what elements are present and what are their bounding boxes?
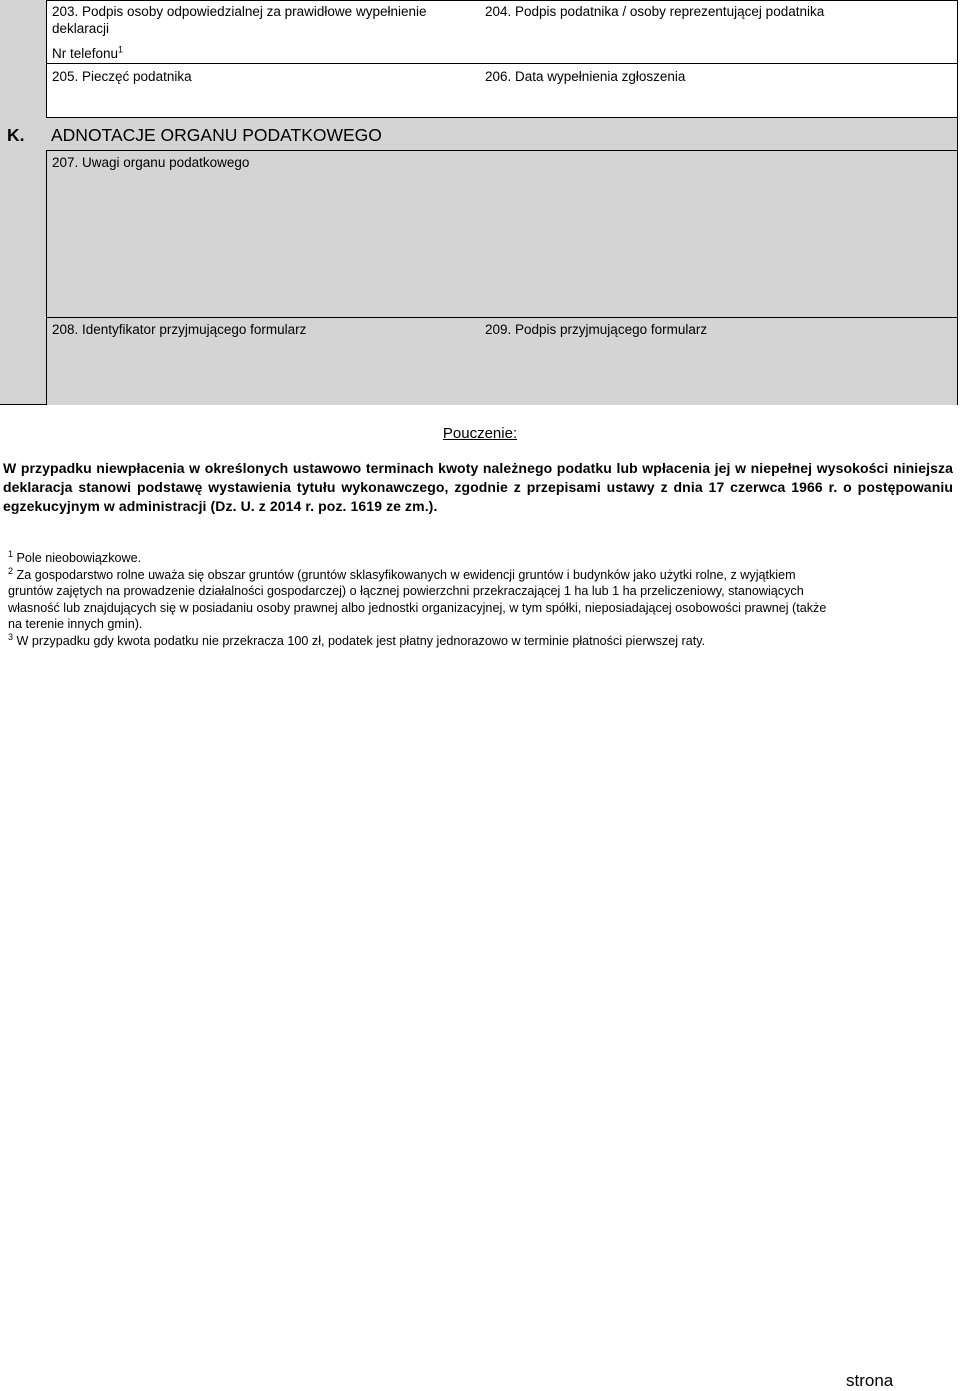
footnotes bbox=[8, 550, 948, 649]
footnote-2-line-4: na terenie innych gmin). bbox=[8, 617, 143, 631]
field-204-label: 204. Podpis podatnika / osoby reprezentującej podatnika bbox=[485, 4, 825, 19]
footnote-1-mark: 1 bbox=[8, 548, 14, 559]
field-209-cell[interactable] bbox=[480, 317, 958, 405]
field-207-cell[interactable] bbox=[46, 150, 958, 318]
field-208-label: 208. Identyfikator przyjmującego formularz bbox=[52, 322, 307, 337]
notice-title: Pouczenie: bbox=[442, 425, 518, 442]
section-k-letter: K. bbox=[7, 125, 25, 145]
field-204-cell[interactable] bbox=[480, 0, 958, 64]
footnote-1: $^1$ Pole nieobowiązkowe. bbox=[8, 548, 142, 565]
field-203-cell[interactable] bbox=[46, 0, 481, 64]
field-203-label-line1: 203. Podpis osoby odpowiedzialnej za prawidłowe wypełnienie bbox=[52, 4, 427, 19]
field-205-label: 205. Pieczęć podatnika bbox=[52, 69, 192, 84]
footnote-ref-1: 1 bbox=[118, 44, 124, 55]
field-208-cell[interactable] bbox=[46, 317, 481, 405]
field-205-cell[interactable] bbox=[46, 64, 481, 118]
footnote-2-line-2: gruntów zajętych na prowadzenie działalności gospodarczej) o łącznej powierzchni przekraczającej 1 ha lub 1 ha przeliczeniowy, stanowiących bbox=[8, 584, 804, 598]
field-206-label: 206. Data wypełnienia zgłoszenia bbox=[485, 69, 686, 84]
footnote-2-mark: 2 bbox=[8, 565, 14, 576]
section-k-title: ADNOTACJE ORGANU PODATKOWEGO bbox=[51, 125, 382, 145]
field-209-label: 209. Podpis przyjmującego formularz bbox=[485, 322, 708, 337]
notice-body: W przypadku niewpłacenia w określonych ustawowo terminach kwoty należnego podatku lub wpłacenia jej w niepełnej wysokości niniejsza deklaracja stanowi podstawę wystawienia tytułu wykonawczego, zgodnie z przepisami ustawy z dnia 17 czerwca 1966 r. o postępowaniu egzekucyjnym w administracji (Dz. U. z 2014 r. poz. 1619 ze zm.). bbox=[3, 460, 953, 514]
footnote-2: $^2$ Za gospodarstwo rolne uważa się obszar gruntów (gruntów sklasyfikowanych w ewidencji gruntów i budynków jako użytki rolne, z wyjątkiem bbox=[8, 565, 796, 582]
field-207-label: 207. Uwagi organu podatkowego bbox=[52, 155, 250, 170]
footnote-2-line-3: własność lub znajdujących się w posiadaniu osoby prawnej albo jednostki organizacyjnej, w tym spółki, nieposiadającej osobowości prawnej (także bbox=[8, 600, 827, 615]
footnote-3-mark: 3 bbox=[8, 631, 14, 642]
phone-label: Nr telefonu$^1$ bbox=[52, 44, 124, 61]
page-footer-label: strona bbox=[846, 1371, 894, 1390]
footnote-3: $^3$ W przypadku gdy kwota podatku nie przekracza 100 zł, podatek jest płatny jednorazowo w terminie płatności pierwszej raty. bbox=[8, 631, 706, 648]
field-203-label-line2: deklaracji bbox=[52, 21, 110, 36]
field-206-cell[interactable] bbox=[480, 64, 958, 118]
